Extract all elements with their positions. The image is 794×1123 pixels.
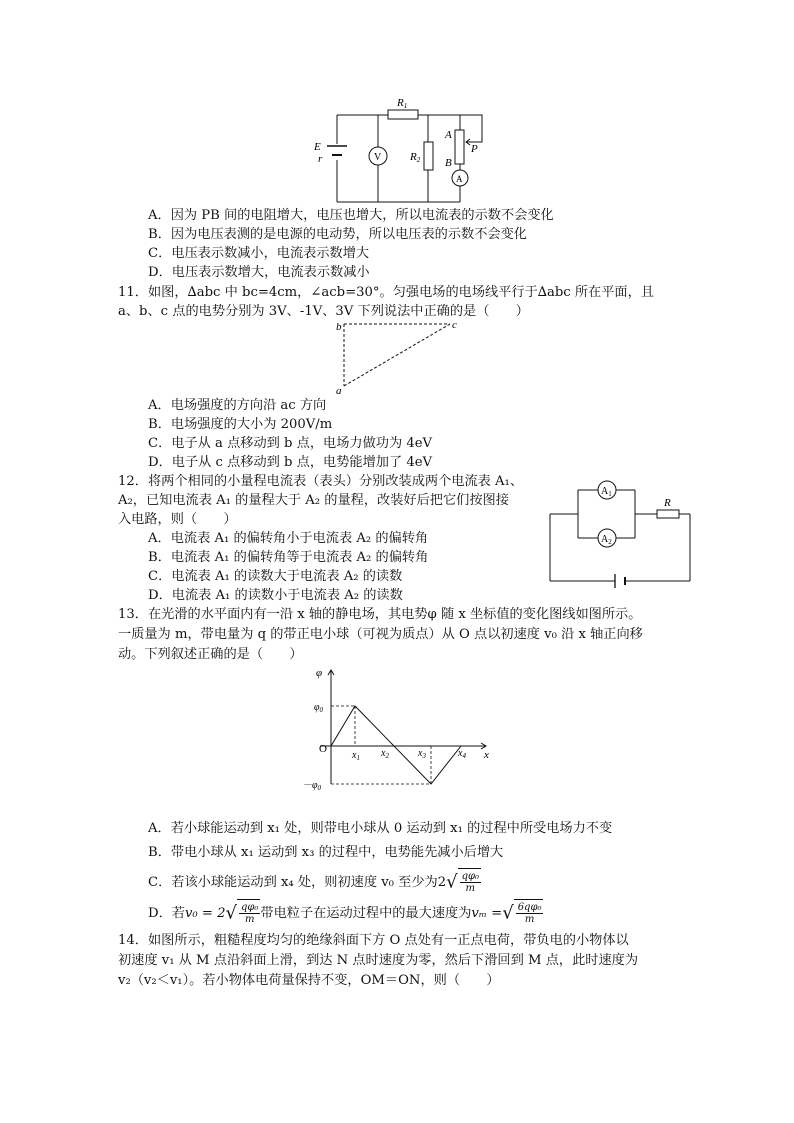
vertex-b: b (336, 321, 342, 333)
q13-option-d-vm: vₘ = (471, 906, 503, 921)
r2-resistor (424, 142, 433, 170)
q11-stem-line2: a、b、c 点的电势分别为 3V、-1V、3V 下列说法中正确的是（ ） (118, 304, 529, 319)
q13-option-d (148, 899, 543, 928)
r1-resistor (388, 110, 418, 119)
ammeter-a1: $A_1$ (601, 486, 612, 498)
potential-curve (331, 706, 461, 784)
q11-option-d: D．电子从 c 点移动到 b 点，电势能增加了 4eV (148, 455, 433, 470)
q12-stem-line2: A₂，已知电流表 A₁ 的量程大于 A₂ 的量程，改装好后把它们按图接 (118, 493, 509, 508)
q11-triangle-diagram (330, 318, 465, 398)
neg-phi0-tick: $-\varphi_0$ (302, 780, 322, 792)
label-a: A (445, 129, 452, 141)
q12-option-b: B．电流表 A₁ 的偏转角等于电流表 A₂ 的偏转角 (148, 550, 429, 565)
q13-option-c (148, 868, 481, 897)
q12-stem-line1: 12．将两个相同的小量程电流表（表头）分别改装成两个电流表 A₁、 (118, 474, 524, 489)
q10-circuit-diagram (310, 92, 495, 207)
q12-option-c: C．电流表 A₁ 的读数大于电流表 A₂ 的读数 (148, 569, 403, 584)
q12-stem-line3: 入电路，则（ ） (118, 512, 237, 527)
q14-stem-line3: v₂（v₂＜v₁）。若小物体电荷量保持不变，OM＝ON，则（ ） (118, 973, 500, 988)
q12-option-a: A．电流表 A₁ 的偏转角小于电流表 A₂ 的偏转角 (148, 531, 429, 546)
ammeter-symbol: A (456, 174, 463, 184)
q11-option-b: B．电场强度的大小为 200V/m (148, 417, 333, 432)
q13-stem-line2: 一质量为 m，带电量为 q 的带正电小球（可视为质点）从 O 点以初速度 v₀ 沿 x 轴正向移 (118, 627, 643, 642)
q10-option-c: C．电压表示数减小，电流表示数增大 (148, 246, 370, 261)
resistor-r (657, 510, 679, 518)
sqrt-sign: √ (446, 871, 458, 893)
vertex-a: a (336, 385, 342, 397)
label-r: r (318, 153, 323, 165)
q12-circuit-diagram (545, 478, 695, 588)
origin-label: O (319, 743, 327, 755)
q14-stem-line1: 14．如图所示，粗糙程度均匀的绝缘斜面下方 O 点处有一正点电荷，带负电的小物体以 (118, 933, 629, 948)
q13-stem-line1: 13．在光滑的水平面内有一沿 x 轴的静电场，其电势φ 随 x 坐标值的变化图线如图所示。 (118, 607, 642, 622)
x2-tick: $x_2$ (381, 748, 389, 760)
q13-option-d-mid: 带电粒子在运动过程中的最大速度为 (260, 906, 472, 921)
q10-option-b: B．因为电压表测的是电源的电动势，所以电压表的示数不会变化 (148, 227, 527, 242)
q13-stem-line3: 动。下列叙述正确的是（ ） (118, 647, 303, 662)
q13-option-a: A．若小球能运动到 x₁ 处，则带电小球从 0 运动到 x₁ 的过程中所受电场力不变 (148, 821, 613, 836)
q10-option-d: D．电压表示数增大，电流表示数减小 (148, 265, 370, 280)
x4-tick: $x_4$ (458, 748, 466, 760)
ammeter-a2: $A_2$ (601, 534, 612, 546)
sqrt-sign: √ (225, 902, 237, 924)
phi0-tick: $\varphi_0$ (314, 702, 324, 714)
q13-option-b: B．带电小球从 x₁ 运动到 x₃ 的过程中，电势能先减小后增大 (148, 845, 504, 860)
q13-option-d-radicand: $\frac{\text{qφ₀}}{m}$ (237, 899, 260, 928)
q13-option-d-radicand-2: $\frac{\text{6qφ₀}}{m}$ (514, 899, 544, 928)
vertex-c: c (452, 319, 457, 331)
q12-option-d: D．电流表 A₁ 的读数小于电流表 A₂ 的读数 (148, 588, 403, 603)
q13-option-c-coef: 2 (437, 875, 447, 890)
voltmeter-symbol: V (374, 152, 382, 163)
q13-potential-graph (298, 664, 498, 794)
label-r1: R1 (397, 97, 408, 110)
q11-option-a: A．电场强度的方向沿 ac 方向 (148, 398, 327, 413)
label-r2: R2 (410, 151, 421, 164)
x3-tick: $x_3$ (418, 748, 426, 760)
label-r: R (664, 497, 671, 509)
q13-option-d-v0: v₀ = 2 (184, 906, 226, 921)
label-p: P (471, 143, 478, 155)
x-axis-label: x (484, 749, 489, 761)
q10-option-a: A．因为 PB 间的电阻增大，电压也增大，所以电流表的示数不会变化 (148, 208, 554, 223)
label-e: E (314, 141, 321, 153)
q13-option-d-pre: D．若 (148, 906, 185, 921)
q13-option-c-text: C．若该小球能运动到 x₄ 处，则初速度 v₀ 至少为 (148, 875, 438, 890)
rheostat (455, 130, 464, 164)
q14-stem-line2: 初速度 v₁ 从 M 点沿斜面上滑，到达 N 点时速度为零，然后下滑回到 M 点，此时速度为 (118, 953, 639, 968)
sqrt-sign: √ (502, 902, 514, 924)
phi-label: φ (316, 667, 323, 679)
q13-option-c-radicand: $\frac{\text{qφ₀}}{m}$ (458, 868, 481, 897)
label-b: B (445, 157, 452, 169)
q11-stem-line1: 11．如图，∆abc 中 bc=4cm，∠acb=30°。匀强电场的电场线平行于∆abc 所在平面，且 (118, 285, 654, 300)
x1-tick: $x_1$ (352, 750, 360, 762)
q11-option-c: C．电子从 a 点移动到 b 点，电场力做功为 4eV (148, 436, 433, 451)
